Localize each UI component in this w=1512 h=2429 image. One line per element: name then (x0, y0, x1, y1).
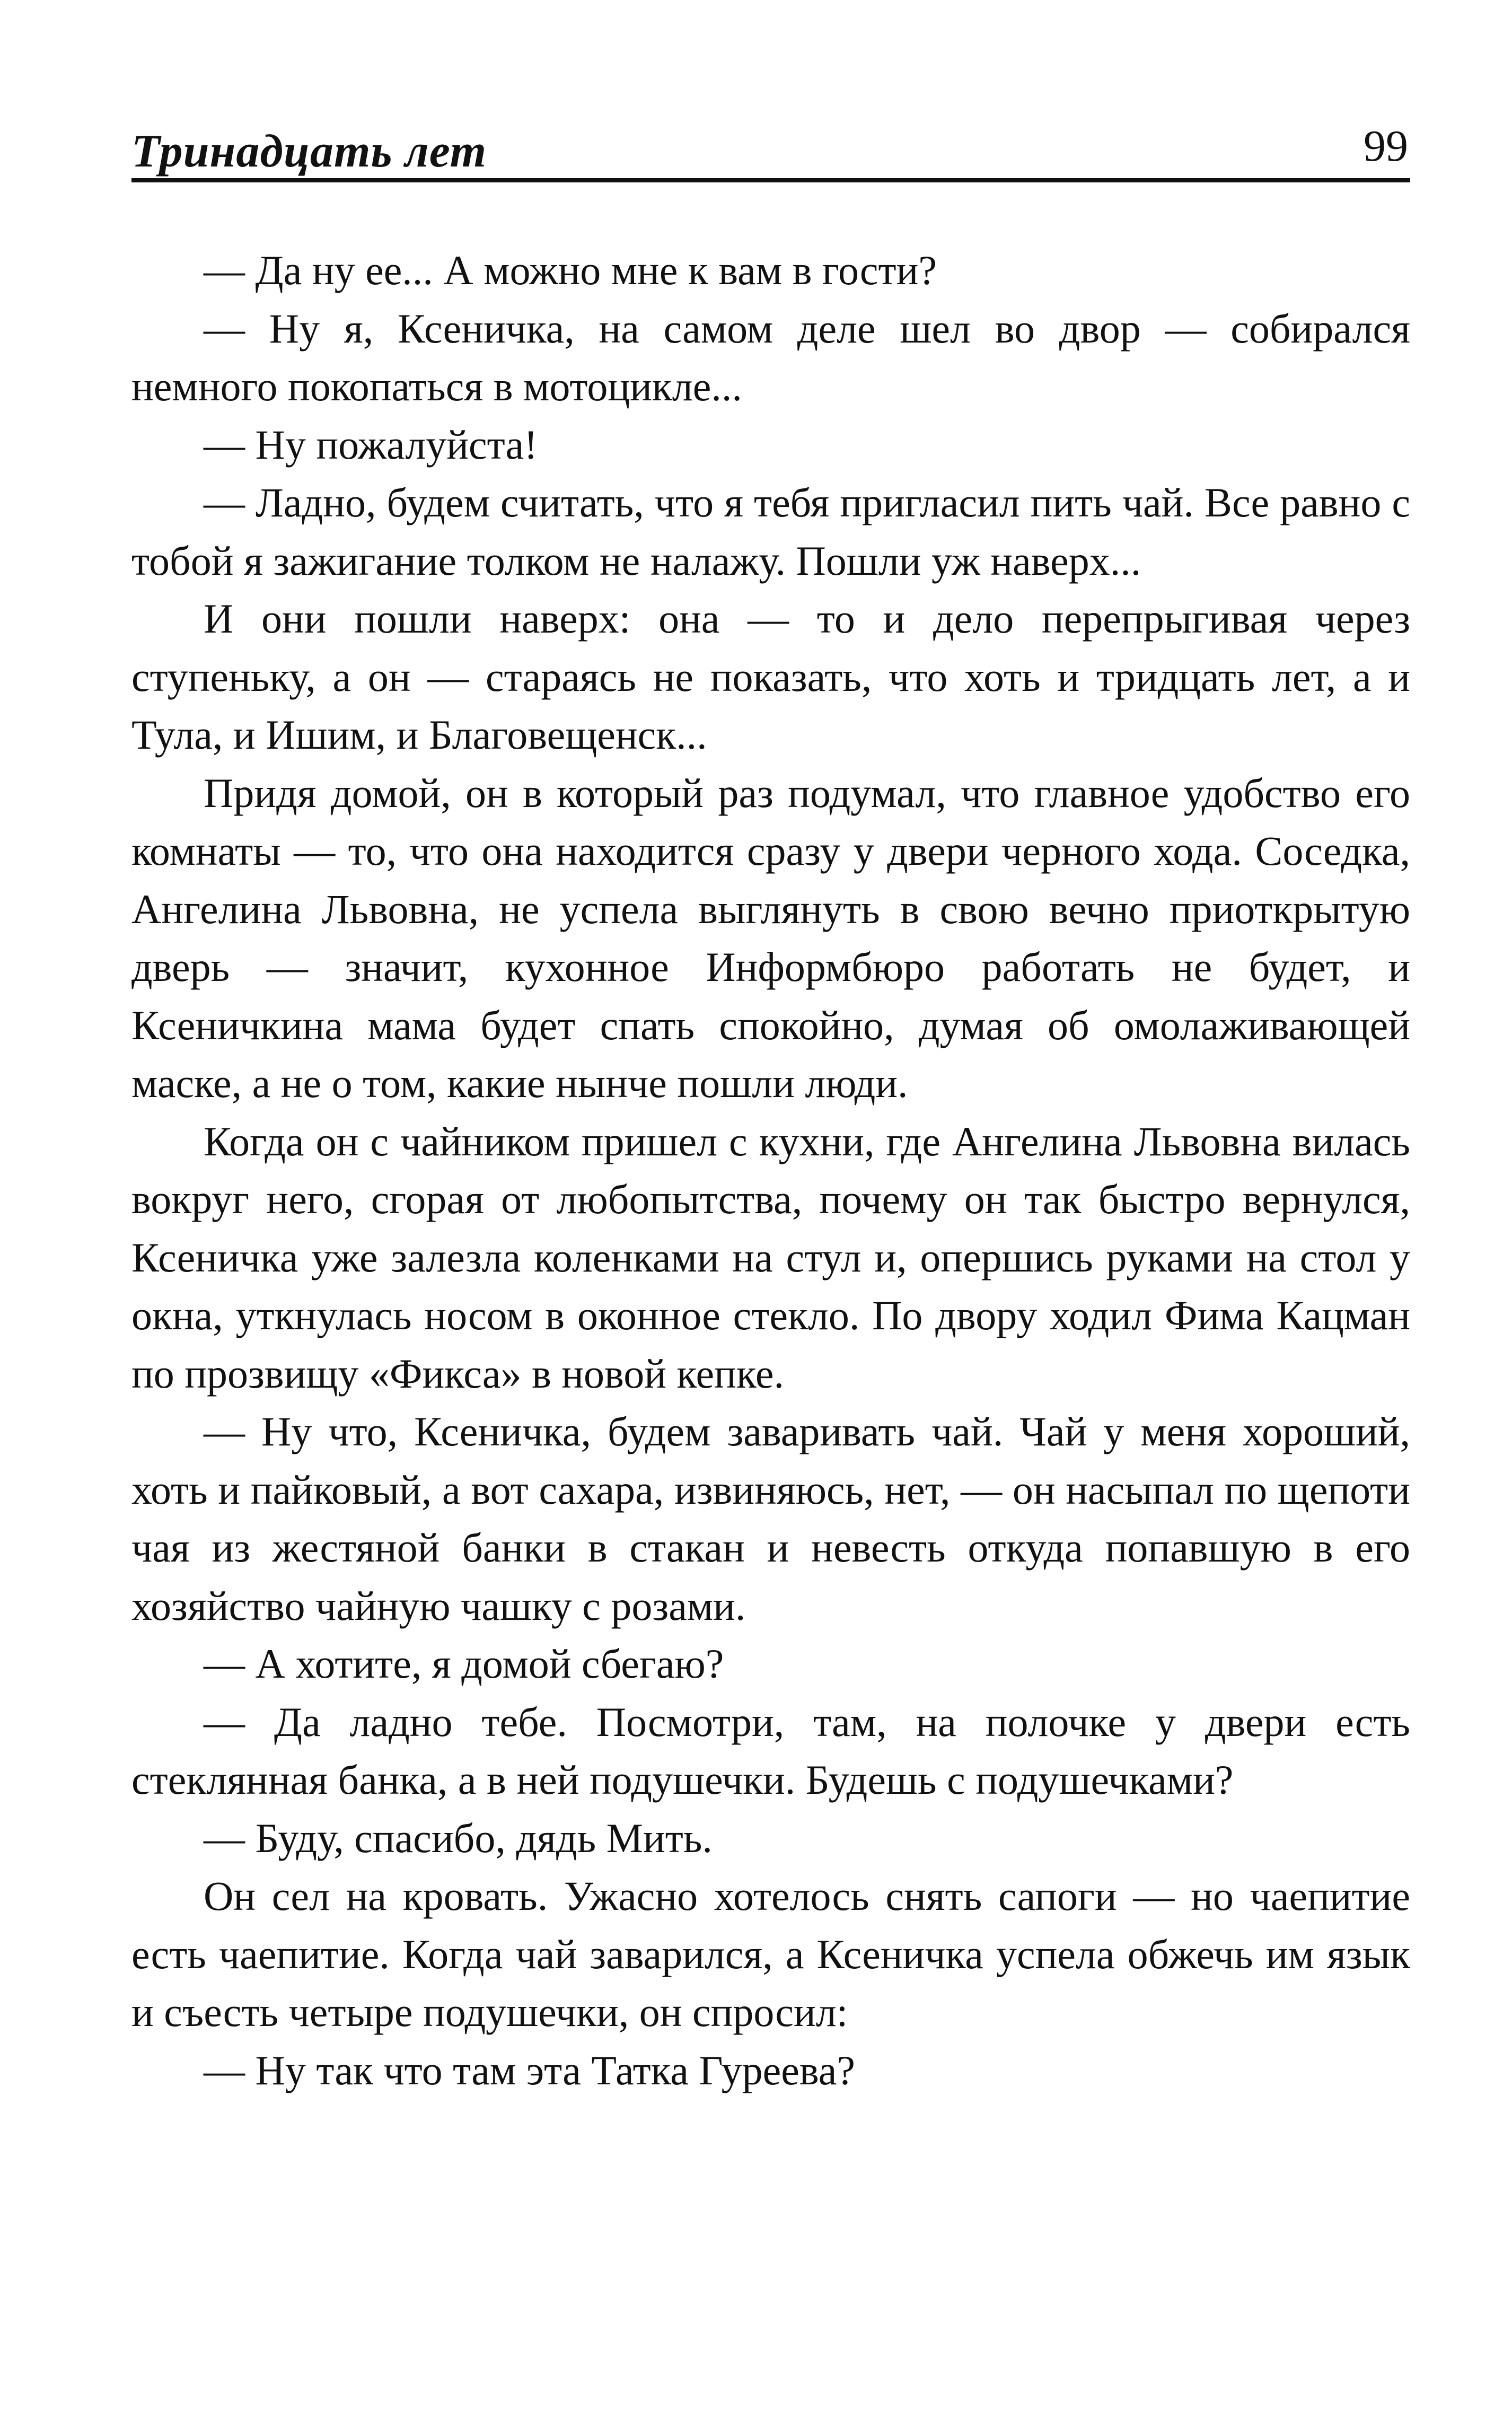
paragraph: Когда он с чайником пришел с кухни, где Ангелина Львовна вилась вокруг него, сгорая от любопытства, почему он так быстро вернулся, Ксеничка уже залезла коленками на стул и, опершись руками на стол у окна, уткнулась носом в оконное стекло. По двору ходил Фима Кацман по прозвищу «Фикса» в новой кепке. (131, 1118, 1410, 1397)
header-rule (131, 178, 1410, 182)
running-header (131, 113, 1410, 182)
paragraph: — Да ладно тебе. Посмотри, там, на полочке у двери есть стеклянная банка, а в ней подушечки. Будешь с подушечками? (131, 1698, 1410, 1803)
paragraph: Придя домой, он в который раз подумал, что главное удобство его комнаты — то, что она находится сразу у двери черного хода. Соседка, Ангелина Львовна, не успела выглянуть в свою вечно приоткрытую дверь — значит, кухонное Информбюро работать не будет, и Ксеничкина мама будет спать спокойно, думая об омолаживающей маске, а не о том, какие нынче пошли люди. (131, 769, 1410, 1106)
paragraph: — Ну я, Ксеничка, на самом деле шел во двор — собирался немного покопаться в мотоцикле... (131, 305, 1410, 409)
body-text (131, 241, 1410, 2099)
paragraph: — Ну что, Ксеничка, будем заваривать чай. Чай у меня хороший, хоть и пайковый, а вот сахара, извиняюсь, нет, — он насыпал по щепоти чая из жестяной банки в стакан и невесть откуда попавшую в его хозяйство чайную чашку с розами. (131, 1408, 1410, 1629)
paragraph: Он сел на кровать. Ужасно хотелось снять сапоги — но чаепитие есть чаепитие. Когда чай заварился, а Ксеничка успела обжечь им язык и съесть четыре подушечки, он спросил: (131, 1873, 1410, 2035)
paragraph: — Да ну ее... А можно мне к вам в гости? (204, 247, 937, 293)
paragraph: И они пошли наверх: она — то и дело перепрыгивая через ступеньку, а он — стараясь не показать, что хоть и тридцать лет, а и Тула, и Ишим, и Благовещенск... (131, 595, 1410, 758)
running-title: Тринадцать лет (131, 126, 487, 177)
paragraph: — Буду, спасибо, дядь Мить. (204, 1814, 713, 1861)
paragraph: — Ладно, будем считать, что я тебя пригласил пить чай. Все равно с тобой я зажигание толком не налажу. Пошли уж наверх... (131, 479, 1410, 584)
paragraph: — А хотите, я домой сбегаю? (204, 1641, 724, 1687)
paragraph: — Ну пожалуйста! (204, 421, 538, 468)
paragraph: — Ну так что там эта Татка Гуреева? (204, 2047, 855, 2093)
page-number: 99 (1364, 121, 1408, 171)
